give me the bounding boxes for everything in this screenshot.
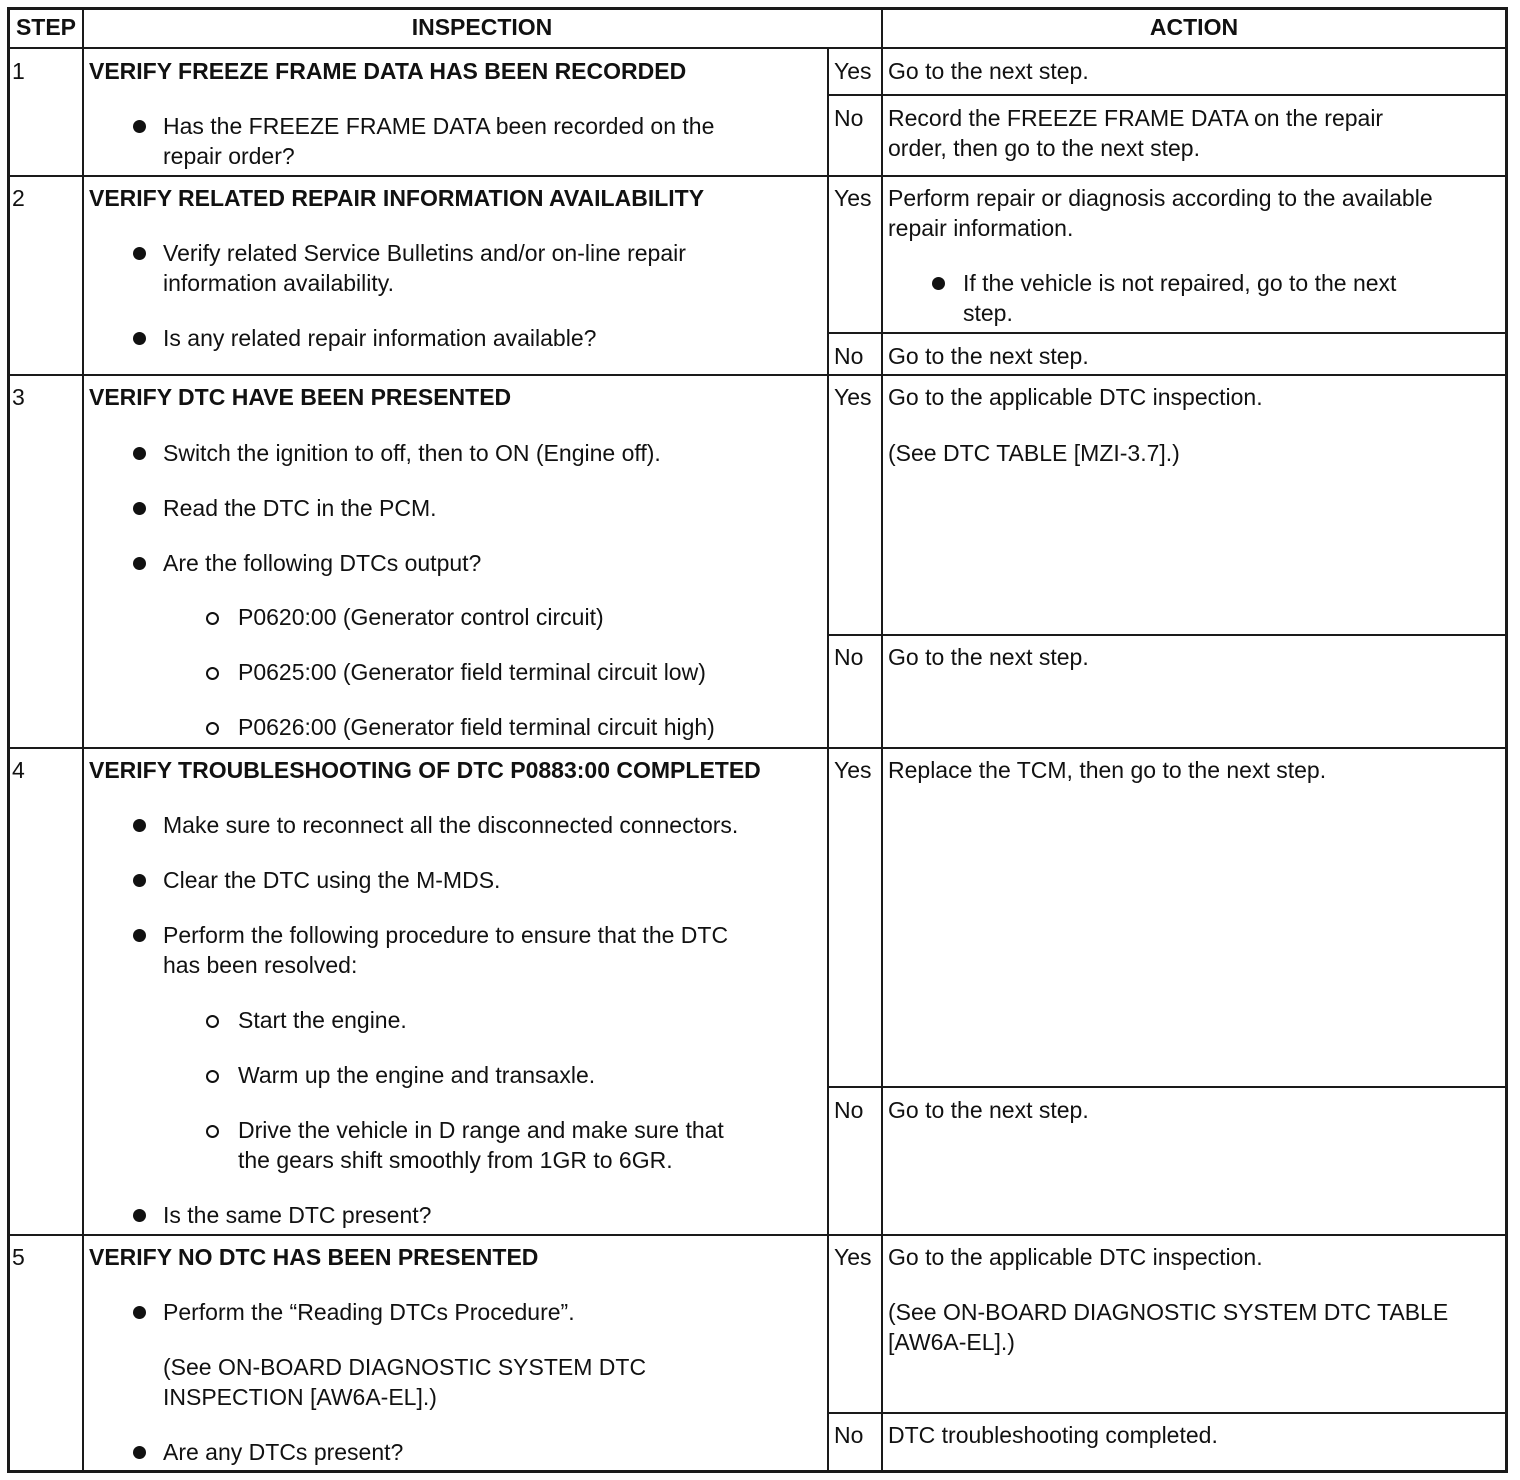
table-border-left (7, 7, 10, 1473)
bullet-icon (133, 447, 146, 460)
step-4-number: 4 (12, 757, 25, 783)
sub-bullet-icon (206, 722, 219, 735)
sub-bullet-icon (206, 667, 219, 680)
header-step: STEP (15, 14, 77, 40)
step-5-yes-label: Yes (834, 1244, 872, 1270)
table-border-top (7, 7, 1508, 10)
bullet-icon (133, 874, 146, 887)
step-5-yes-ref-line-2: [AW6A-EL].) (888, 1329, 1015, 1355)
step-4-item-6-line-2: the gears shift smoothly from 1GR to 6GR. (238, 1147, 673, 1173)
step-3-no-label: No (834, 644, 864, 670)
step-3-yes-ref: (See DTC TABLE [MZI-3.7].) (888, 440, 1180, 466)
sub-bullet-icon (206, 1015, 219, 1028)
column-divider (827, 47, 829, 1473)
step-1-item-1-line-1: Has the FREEZE FRAME DATA been recorded on the (163, 113, 715, 139)
bullet-icon (133, 332, 146, 345)
step-2-no-label: No (834, 343, 864, 369)
step-1-no-label: No (834, 105, 864, 131)
step-4-title: VERIFY TROUBLESHOOTING OF DTC P0883:00 COMPLETED (89, 757, 761, 783)
yes-no-divider (827, 94, 1508, 96)
table-border-bottom (7, 1470, 1508, 1473)
step-1-yes-action: Go to the next step. (888, 58, 1089, 84)
step-2-item-1-line-2: information availability. (163, 270, 394, 296)
step-2-yes-bullet-line-1: If the vehicle is not repaired, go to the next (963, 270, 1397, 296)
bullet-icon (133, 247, 146, 260)
step-2-title: VERIFY RELATED REPAIR INFORMATION AVAILABILITY (89, 185, 705, 211)
step-2-yes-label: Yes (834, 185, 872, 211)
step-3-item-3: Are the following DTCs output? (163, 550, 482, 576)
step-2-no-action: Go to the next step. (888, 343, 1089, 369)
header-action: ACTION (1149, 14, 1239, 40)
bullet-icon (133, 819, 146, 832)
step-3-item-6: P0626:00 (Generator field terminal circuit high) (238, 714, 715, 740)
step-3-item-2: Read the DTC in the PCM. (163, 495, 437, 521)
step-4-item-7: Is the same DTC present? (163, 1202, 432, 1228)
step-2-yes-action-line-2: repair information. (888, 215, 1074, 241)
sub-bullet-icon (206, 1125, 219, 1138)
step-2-item-1-line-1: Verify related Service Bulletins and/or on-line repair (163, 240, 686, 266)
table-border-right (1505, 7, 1508, 1473)
step-5-number: 5 (12, 1244, 25, 1270)
row-divider (7, 1234, 1508, 1236)
step-3-item-5: P0625:00 (Generator field terminal circuit low) (238, 659, 706, 685)
step-3-item-4: P0620:00 (Generator control circuit) (238, 604, 604, 630)
step-4-item-6-line-1: Drive the vehicle in D range and make sure that (238, 1117, 724, 1143)
step-5-item-2-line-1: (See ON-BOARD DIAGNOSTIC SYSTEM DTC (163, 1354, 647, 1380)
step-5-no-action: DTC troubleshooting completed. (888, 1422, 1218, 1448)
step-4-yes-label: Yes (834, 757, 872, 783)
step-4-yes-action: Replace the TCM, then go to the next step. (888, 757, 1327, 783)
step-4-no-label: No (834, 1097, 864, 1123)
header-inspection: INSPECTION (411, 14, 553, 40)
step-3-yes-label: Yes (834, 384, 872, 410)
step-4-no-action: Go to the next step. (888, 1097, 1089, 1123)
step-3-number: 3 (12, 384, 25, 410)
step-4-item-4: Start the engine. (238, 1007, 407, 1033)
step-2-number: 2 (12, 185, 25, 211)
step-2-yes-bullet-line-2: step. (963, 300, 1013, 326)
bullet-icon (133, 1306, 146, 1319)
step-5-yes-action: Go to the applicable DTC inspection. (888, 1244, 1263, 1270)
bullet-icon (133, 557, 146, 570)
step-1-no-action-line-2: order, then go to the next step. (888, 135, 1200, 161)
step-5-yes-ref-line-1: (See ON-BOARD DIAGNOSTIC SYSTEM DTC TABLE (888, 1299, 1449, 1325)
step-3-yes-action: Go to the applicable DTC inspection. (888, 384, 1263, 410)
step-1-title: VERIFY FREEZE FRAME DATA HAS BEEN RECORDED (89, 58, 687, 84)
step-4-item-2: Clear the DTC using the M-MDS. (163, 867, 501, 893)
step-5-item-1: Perform the “Reading DTCs Procedure”. (163, 1299, 575, 1325)
step-5-no-label: No (834, 1422, 864, 1448)
row-divider (7, 175, 1508, 177)
step-4-item-1: Make sure to reconnect all the disconnected connectors. (163, 812, 739, 838)
bullet-icon (133, 1209, 146, 1222)
bullet-icon (133, 929, 146, 942)
column-divider (82, 7, 84, 1473)
column-divider (881, 7, 883, 1473)
bullet-icon (133, 502, 146, 515)
yes-no-divider (827, 1412, 1508, 1414)
step-1-number: 1 (12, 58, 25, 84)
step-4-item-3-line-1: Perform the following procedure to ensure that the DTC (163, 922, 729, 948)
yes-no-divider (827, 634, 1508, 636)
yes-no-divider (827, 1086, 1508, 1088)
step-1-yes-label: Yes (834, 58, 872, 84)
sub-bullet-icon (206, 612, 219, 625)
step-3-title: VERIFY DTC HAVE BEEN PRESENTED (89, 384, 512, 410)
bullet-icon (133, 120, 146, 133)
sub-bullet-icon (206, 1070, 219, 1083)
step-5-item-2-line-2: INSPECTION [AW6A-EL].) (163, 1384, 437, 1410)
step-3-no-action: Go to the next step. (888, 644, 1089, 670)
step-4-item-5: Warm up the engine and transaxle. (238, 1062, 596, 1088)
row-divider (7, 374, 1508, 376)
row-divider (7, 47, 1508, 49)
step-2-yes-action-line-1: Perform repair or diagnosis according to the available (888, 185, 1433, 211)
bullet-icon (932, 277, 945, 290)
yes-no-divider (827, 332, 1508, 334)
step-3-item-1: Switch the ignition to off, then to ON (Engine off). (163, 440, 661, 466)
step-1-item-1-line-2: repair order? (163, 143, 295, 169)
step-5-item-3: Are any DTCs present? (163, 1439, 404, 1465)
step-5-title: VERIFY NO DTC HAS BEEN PRESENTED (89, 1244, 539, 1270)
row-divider (7, 747, 1508, 749)
step-4-item-3-line-2: has been resolved: (163, 952, 358, 978)
step-1-no-action-line-1: Record the FREEZE FRAME DATA on the repair (888, 105, 1384, 131)
step-2-item-2: Is any related repair information available? (163, 325, 597, 351)
bullet-icon (133, 1446, 146, 1459)
